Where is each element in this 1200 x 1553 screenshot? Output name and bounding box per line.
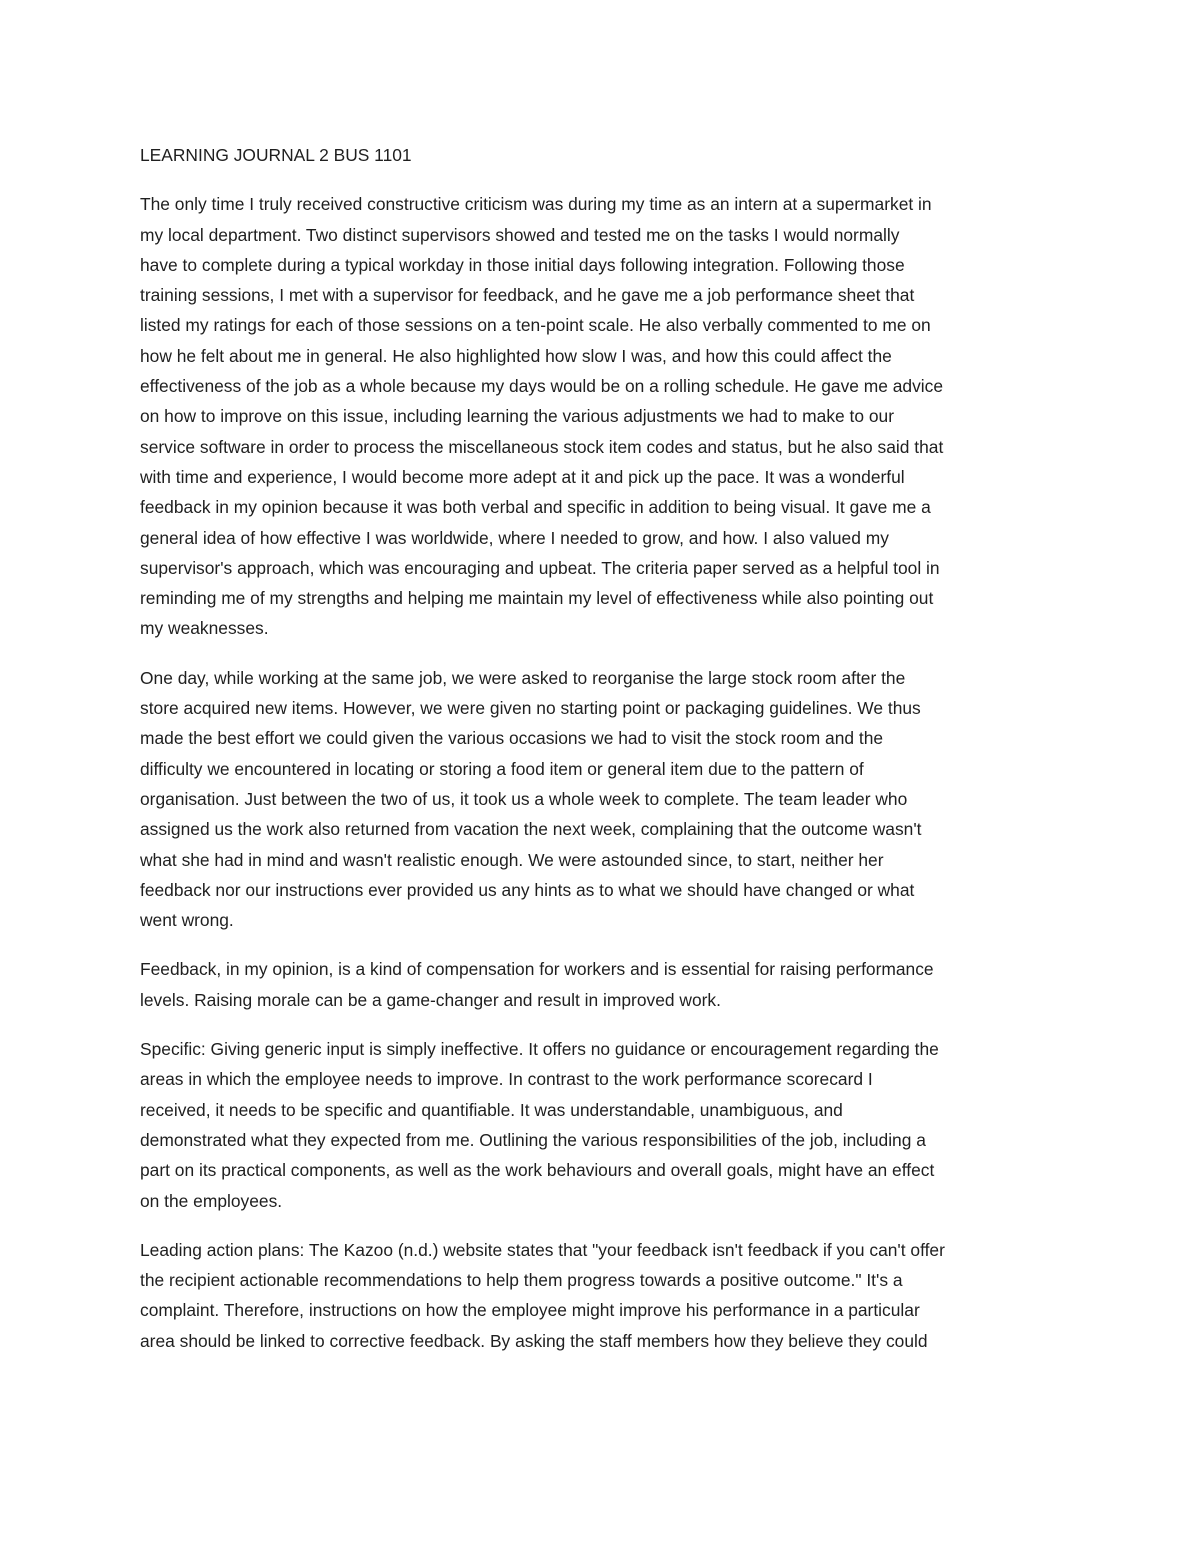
text-line: area should be linked to corrective feedback. By asking the staff members how they believe they could <box>140 1330 928 1351</box>
text-line: demonstrated what they expected from me. Outlining the various responsibilities of the job, including a <box>140 1129 926 1150</box>
document-body <box>140 140 1065 1375</box>
text-line: feedback nor our instructions ever provided us any hints as to what we should have changed or what <box>140 879 915 900</box>
text-line: levels. Raising morale can be a game-changer and result in improved work. <box>140 989 721 1010</box>
text-line: Feedback, in my opinion, is a kind of compensation for workers and is essential for raising performance <box>140 959 934 980</box>
text-line: made the best effort we could given the various occasions we had to visit the stock room and the <box>140 728 884 749</box>
text-line: reminding me of my strengths and helping me maintain my level of effectiveness while also pointing out <box>140 588 934 609</box>
text-line: assigned us the work also returned from vacation the next week, complaining that the outcome wasn't <box>140 819 922 840</box>
text-line: The only time I truly received constructive criticism was during my time as an intern at a supermarket in <box>140 194 932 215</box>
text-line: areas in which the employee needs to improve. In contrast to the work performance scorecard I <box>140 1069 873 1090</box>
text-line: with time and experience, I would become more adept at it and pick up the pace. It was a wonderful <box>140 466 905 487</box>
document-title: LEARNING JOURNAL 2 BUS 1101 <box>140 145 412 165</box>
paragraph-2 <box>140 663 1065 936</box>
text-line: complaint. Therefore, instructions on how the employee might improve his performance in a particular <box>140 1300 920 1321</box>
text-line: feedback in my opinion because it was both verbal and specific in addition to being visual. It gave me a <box>140 497 931 518</box>
text-line: service software in order to process the miscellaneous stock item codes and status, but he also said that <box>140 436 944 457</box>
text-line: my local department. Two distinct supervisors showed and tested me on the tasks I would normally <box>140 224 900 245</box>
text-line: Leading action plans: The Kazoo (n.d.) website states that "your feedback isn't feedback if you can't offer <box>140 1239 945 1260</box>
text-line: received, it needs to be specific and quantifiable. It was understandable, unambiguous, and <box>140 1099 843 1120</box>
paragraph-5 <box>140 1235 1065 1356</box>
text-line: One day, while working at the same job, we were asked to reorganise the large stock room after the <box>140 667 906 688</box>
text-line: have to complete during a typical workday in those initial days following integration. Following those <box>140 254 905 275</box>
text-line: the recipient actionable recommendations to help them progress towards a positive outcome." It's a <box>140 1270 903 1291</box>
text-line: store acquired new items. However, we were given no starting point or packaging guidelines. We thus <box>140 698 921 719</box>
paragraph-3 <box>140 954 1065 1015</box>
text-line: general idea of how effective I was worldwide, where I needed to grow, and how. I also valued my <box>140 527 889 548</box>
text-line: supervisor's approach, which was encouraging and upbeat. The criteria paper served as a helpful tool in <box>140 557 940 578</box>
text-line: difficulty we encountered in locating or storing a food item or general item due to the pattern of <box>140 758 864 779</box>
text-line: what she had in mind and wasn't realistic enough. We were astounded since, to start, neither her <box>140 849 884 870</box>
text-line: on the employees. <box>140 1190 283 1211</box>
text-line: training sessions, I met with a supervisor for feedback, and he gave me a job performance sheet that <box>140 285 915 306</box>
text-line: part on its practical components, as well as the work behaviours and overall goals, might have an effect <box>140 1160 935 1181</box>
paragraph-1 <box>140 189 1065 643</box>
text-line: listed my ratings for each of those sessions on a ten-point scale. He also verbally commented to me on <box>140 315 931 336</box>
text-line: on how to improve on this issue, including learning the various adjustments we had to make to our <box>140 406 895 427</box>
text-line: organisation. Just between the two of us, it took us a whole week to complete. The team leader who <box>140 788 908 809</box>
text-line: effectiveness of the job as a whole because my days would be on a rolling schedule. He gave me advice <box>140 376 944 397</box>
text-line: how he felt about me in general. He also highlighted how slow I was, and how this could affect the <box>140 345 892 366</box>
paragraph-4 <box>140 1034 1065 1216</box>
text-line: my weaknesses. <box>140 618 269 639</box>
text-line: went wrong. <box>140 910 234 931</box>
text-line: Specific: Giving generic input is simply ineffective. It offers no guidance or encouragement regarding the <box>140 1039 939 1060</box>
